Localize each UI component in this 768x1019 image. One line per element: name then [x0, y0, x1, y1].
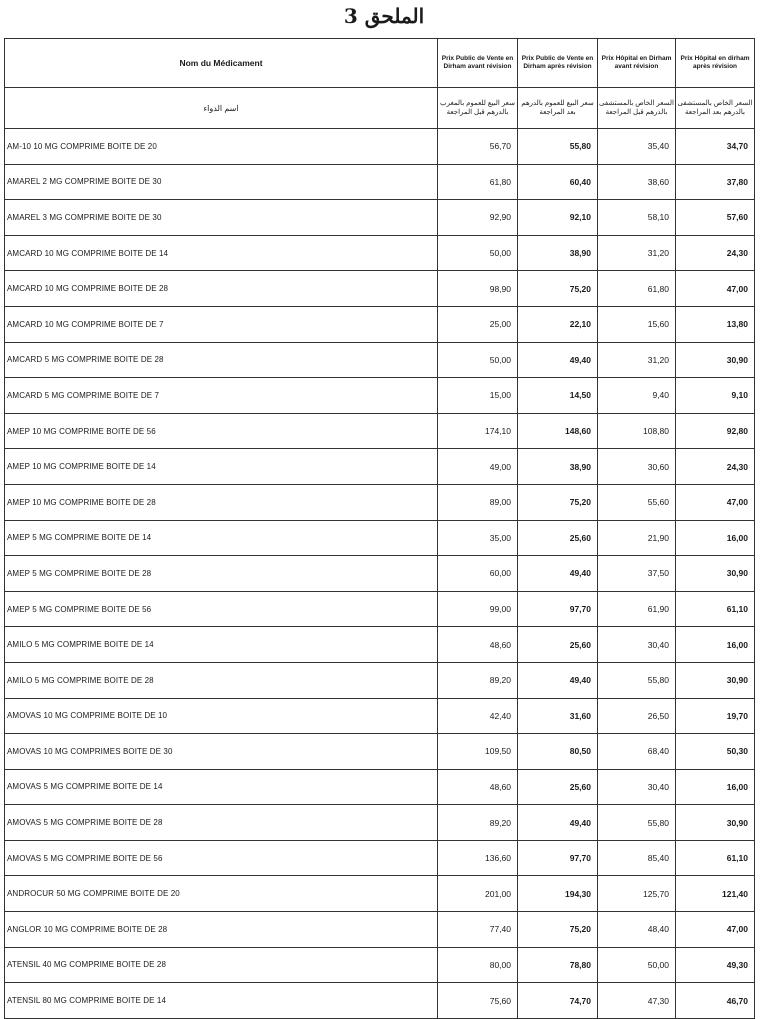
- price-hospital-before-cell: 85,40: [598, 840, 676, 876]
- price-hospital-after-cell: 49,30: [676, 947, 755, 983]
- price-public-before-cell: 56,70: [438, 129, 518, 165]
- price-hospital-after-cell: 30,90: [676, 556, 755, 592]
- price-public-before-cell: 201,00: [438, 876, 518, 912]
- price-hospital-after-cell: 92,80: [676, 413, 755, 449]
- price-public-before-cell: 35,00: [438, 520, 518, 556]
- price-public-after-cell: 74,70: [518, 983, 598, 1019]
- price-hospital-before-cell: 30,40: [598, 769, 676, 805]
- price-public-before-cell: 25,00: [438, 306, 518, 342]
- table-row: [5, 983, 755, 1019]
- price-hospital-after-cell: 47,00: [676, 912, 755, 948]
- drug-name-cell: AMCARD 5 MG COMPRIME BOITE DE 28: [5, 342, 438, 378]
- price-hospital-after-cell: 121,40: [676, 876, 755, 912]
- table-row: [5, 449, 755, 485]
- price-public-before-cell: 80,00: [438, 947, 518, 983]
- header-col-2-ar: سعر البيع للعموم بالدرهم بعد المراجعة: [518, 88, 598, 129]
- price-public-before-cell: 77,40: [438, 912, 518, 948]
- price-hospital-after-cell: 16,00: [676, 769, 755, 805]
- price-public-after-cell: 49,40: [518, 556, 598, 592]
- drug-name-cell: ATENSIL 80 MG COMPRIME BOITE DE 14: [5, 983, 438, 1019]
- table-body: [5, 129, 755, 1019]
- price-hospital-before-cell: 68,40: [598, 734, 676, 770]
- drug-name-cell: AMILO 5 MG COMPRIME BOITE DE 28: [5, 662, 438, 698]
- price-hospital-after-cell: 16,00: [676, 627, 755, 663]
- price-hospital-before-cell: 26,50: [598, 698, 676, 734]
- table-row: [5, 306, 755, 342]
- price-public-after-cell: 14,50: [518, 378, 598, 414]
- table-row: [5, 734, 755, 770]
- drug-name-cell: AMEP 5 MG COMPRIME BOITE DE 28: [5, 556, 438, 592]
- page-title: الملحق 3: [343, 4, 425, 28]
- drug-name-cell: AMILO 5 MG COMPRIME BOITE DE 14: [5, 627, 438, 663]
- price-public-after-cell: 49,40: [518, 662, 598, 698]
- drug-name-cell: AMAREL 2 MG COMPRIME BOITE DE 30: [5, 164, 438, 200]
- table-row: [5, 840, 755, 876]
- drug-name-cell: AMEP 10 MG COMPRIME BOITE DE 28: [5, 484, 438, 520]
- price-public-after-cell: 25,60: [518, 520, 598, 556]
- price-public-after-cell: 75,20: [518, 484, 598, 520]
- price-hospital-after-cell: 61,10: [676, 840, 755, 876]
- price-hospital-before-cell: 47,30: [598, 983, 676, 1019]
- price-hospital-after-cell: 24,30: [676, 449, 755, 485]
- price-hospital-after-cell: 47,00: [676, 271, 755, 307]
- price-hospital-before-cell: 21,90: [598, 520, 676, 556]
- drug-name-cell: AMEP 5 MG COMPRIME BOITE DE 14: [5, 520, 438, 556]
- price-hospital-before-cell: 31,20: [598, 342, 676, 378]
- price-hospital-before-cell: 48,40: [598, 912, 676, 948]
- price-hospital-before-cell: 37,50: [598, 556, 676, 592]
- price-public-before-cell: 92,90: [438, 200, 518, 236]
- price-hospital-before-cell: 15,60: [598, 306, 676, 342]
- drug-name-cell: AMOVAS 10 MG COMPRIMES BOITE DE 30: [5, 734, 438, 770]
- price-public-after-cell: 22,10: [518, 306, 598, 342]
- table-row: [5, 378, 755, 414]
- price-public-after-cell: 25,60: [518, 627, 598, 663]
- price-public-before-cell: 42,40: [438, 698, 518, 734]
- drug-name-cell: AMOVAS 5 MG COMPRIME BOITE DE 28: [5, 805, 438, 841]
- price-hospital-after-cell: 30,90: [676, 805, 755, 841]
- price-hospital-after-cell: 47,00: [676, 484, 755, 520]
- price-hospital-after-cell: 16,00: [676, 520, 755, 556]
- drug-name-cell: AMCARD 5 MG COMPRIME BOITE DE 7: [5, 378, 438, 414]
- price-hospital-after-cell: 50,30: [676, 734, 755, 770]
- table-row: [5, 200, 755, 236]
- price-hospital-before-cell: 61,90: [598, 591, 676, 627]
- table-row: [5, 129, 755, 165]
- price-public-before-cell: 49,00: [438, 449, 518, 485]
- table-row: [5, 520, 755, 556]
- price-hospital-after-cell: 30,90: [676, 342, 755, 378]
- price-public-after-cell: 97,70: [518, 840, 598, 876]
- price-public-before-cell: 75,60: [438, 983, 518, 1019]
- price-public-before-cell: 61,80: [438, 164, 518, 200]
- table-row: [5, 698, 755, 734]
- table-row: [5, 912, 755, 948]
- price-public-after-cell: 80,50: [518, 734, 598, 770]
- table-row: [5, 662, 755, 698]
- price-public-after-cell: 25,60: [518, 769, 598, 805]
- drug-name-cell: AM-10 10 MG COMPRIME BOITE DE 20: [5, 129, 438, 165]
- price-hospital-before-cell: 55,60: [598, 484, 676, 520]
- price-hospital-after-cell: 30,90: [676, 662, 755, 698]
- price-public-after-cell: 49,40: [518, 342, 598, 378]
- table-row: [5, 342, 755, 378]
- price-public-after-cell: 75,20: [518, 912, 598, 948]
- price-hospital-before-cell: 125,70: [598, 876, 676, 912]
- price-hospital-before-cell: 31,20: [598, 235, 676, 271]
- drug-name-cell: AMCARD 10 MG COMPRIME BOITE DE 7: [5, 306, 438, 342]
- price-hospital-before-cell: 61,80: [598, 271, 676, 307]
- table-row: [5, 591, 755, 627]
- price-public-before-cell: 174,10: [438, 413, 518, 449]
- price-public-after-cell: 194,30: [518, 876, 598, 912]
- header-col-4-fr: Prix Hôpital en dirham après révision: [676, 39, 755, 88]
- drug-name-cell: AMCARD 10 MG COMPRIME BOITE DE 28: [5, 271, 438, 307]
- table-row: [5, 627, 755, 663]
- price-hospital-before-cell: 35,40: [598, 129, 676, 165]
- drug-name-cell: AMCARD 10 MG COMPRIME BOITE DE 14: [5, 235, 438, 271]
- price-public-before-cell: 98,90: [438, 271, 518, 307]
- price-public-after-cell: 60,40: [518, 164, 598, 200]
- price-public-before-cell: 89,20: [438, 662, 518, 698]
- price-public-after-cell: 78,80: [518, 947, 598, 983]
- price-public-before-cell: 50,00: [438, 342, 518, 378]
- price-hospital-after-cell: 57,60: [676, 200, 755, 236]
- header-col-1-fr: Prix Public de Vente en Dirham avant révision: [438, 39, 518, 88]
- header-col-3-fr: Prix Hôpital en Dirham avant révision: [598, 39, 676, 88]
- price-hospital-before-cell: 58,10: [598, 200, 676, 236]
- price-hospital-before-cell: 55,80: [598, 662, 676, 698]
- price-public-before-cell: 89,20: [438, 805, 518, 841]
- price-hospital-before-cell: 9,40: [598, 378, 676, 414]
- price-public-before-cell: 60,00: [438, 556, 518, 592]
- table-row: [5, 413, 755, 449]
- price-public-after-cell: 148,60: [518, 413, 598, 449]
- price-hospital-after-cell: 34,70: [676, 129, 755, 165]
- table-row: [5, 484, 755, 520]
- drug-name-cell: AMOVAS 10 MG COMPRIME BOITE DE 10: [5, 698, 438, 734]
- price-public-before-cell: 109,50: [438, 734, 518, 770]
- header-col-2-fr: Prix Public de Vente en Dirham après révision: [518, 39, 598, 88]
- header-col-1-ar: سعر البيع للعموم بالمغرب بالدرهم قبل المراجعة: [438, 88, 518, 129]
- price-hospital-before-cell: 50,00: [598, 947, 676, 983]
- price-hospital-after-cell: 37,80: [676, 164, 755, 200]
- price-hospital-before-cell: 55,80: [598, 805, 676, 841]
- table-row: [5, 876, 755, 912]
- header-name-ar: اسم الدواء: [5, 88, 438, 129]
- table-row: [5, 769, 755, 805]
- header-col-3-ar: السعر الخاص بالمستشفى بالدرهم قبل المراجعة: [598, 88, 676, 129]
- price-hospital-after-cell: 19,70: [676, 698, 755, 734]
- drug-name-cell: ANDROCUR 50 MG COMPRIME BOITE DE 20: [5, 876, 438, 912]
- price-public-before-cell: 99,00: [438, 591, 518, 627]
- price-hospital-before-cell: 30,60: [598, 449, 676, 485]
- price-public-after-cell: 31,60: [518, 698, 598, 734]
- drug-name-cell: ANGLOR 10 MG COMPRIME BOITE DE 28: [5, 912, 438, 948]
- price-public-after-cell: 92,10: [518, 200, 598, 236]
- table-row: [5, 556, 755, 592]
- price-table: [4, 38, 755, 1019]
- price-public-before-cell: 48,60: [438, 627, 518, 663]
- table-row: [5, 947, 755, 983]
- price-public-after-cell: 55,80: [518, 129, 598, 165]
- price-public-before-cell: 15,00: [438, 378, 518, 414]
- price-public-before-cell: 136,60: [438, 840, 518, 876]
- price-public-after-cell: 49,40: [518, 805, 598, 841]
- price-hospital-after-cell: 46,70: [676, 983, 755, 1019]
- table-row: [5, 235, 755, 271]
- drug-name-cell: AMEP 5 MG COMPRIME BOITE DE 56: [5, 591, 438, 627]
- price-public-before-cell: 89,00: [438, 484, 518, 520]
- drug-name-cell: AMEP 10 MG COMPRIME BOITE DE 56: [5, 413, 438, 449]
- price-hospital-after-cell: 13,80: [676, 306, 755, 342]
- drug-name-cell: AMEP 10 MG COMPRIME BOITE DE 14: [5, 449, 438, 485]
- table-row: [5, 164, 755, 200]
- price-public-before-cell: 50,00: [438, 235, 518, 271]
- drug-name-cell: AMOVAS 5 MG COMPRIME BOITE DE 14: [5, 769, 438, 805]
- table-row: [5, 271, 755, 307]
- price-hospital-before-cell: 30,40: [598, 627, 676, 663]
- price-hospital-before-cell: 38,60: [598, 164, 676, 200]
- table-row: [5, 805, 755, 841]
- price-public-after-cell: 97,70: [518, 591, 598, 627]
- price-public-after-cell: 75,20: [518, 271, 598, 307]
- header-col-4-ar: السعر الخاص بالمستشفى بالدرهم بعد المراجعة: [676, 88, 755, 129]
- price-public-before-cell: 48,60: [438, 769, 518, 805]
- price-hospital-after-cell: 24,30: [676, 235, 755, 271]
- drug-name-cell: AMAREL 3 MG COMPRIME BOITE DE 30: [5, 200, 438, 236]
- drug-name-cell: AMOVAS 5 MG COMPRIME BOITE DE 56: [5, 840, 438, 876]
- drug-name-cell: ATENSIL 40 MG COMPRIME BOITE DE 28: [5, 947, 438, 983]
- header-name-fr: Nom du Médicament: [5, 39, 438, 88]
- price-hospital-after-cell: 9,10: [676, 378, 755, 414]
- price-public-after-cell: 38,90: [518, 235, 598, 271]
- price-hospital-before-cell: 108,80: [598, 413, 676, 449]
- price-public-after-cell: 38,90: [518, 449, 598, 485]
- price-hospital-after-cell: 61,10: [676, 591, 755, 627]
